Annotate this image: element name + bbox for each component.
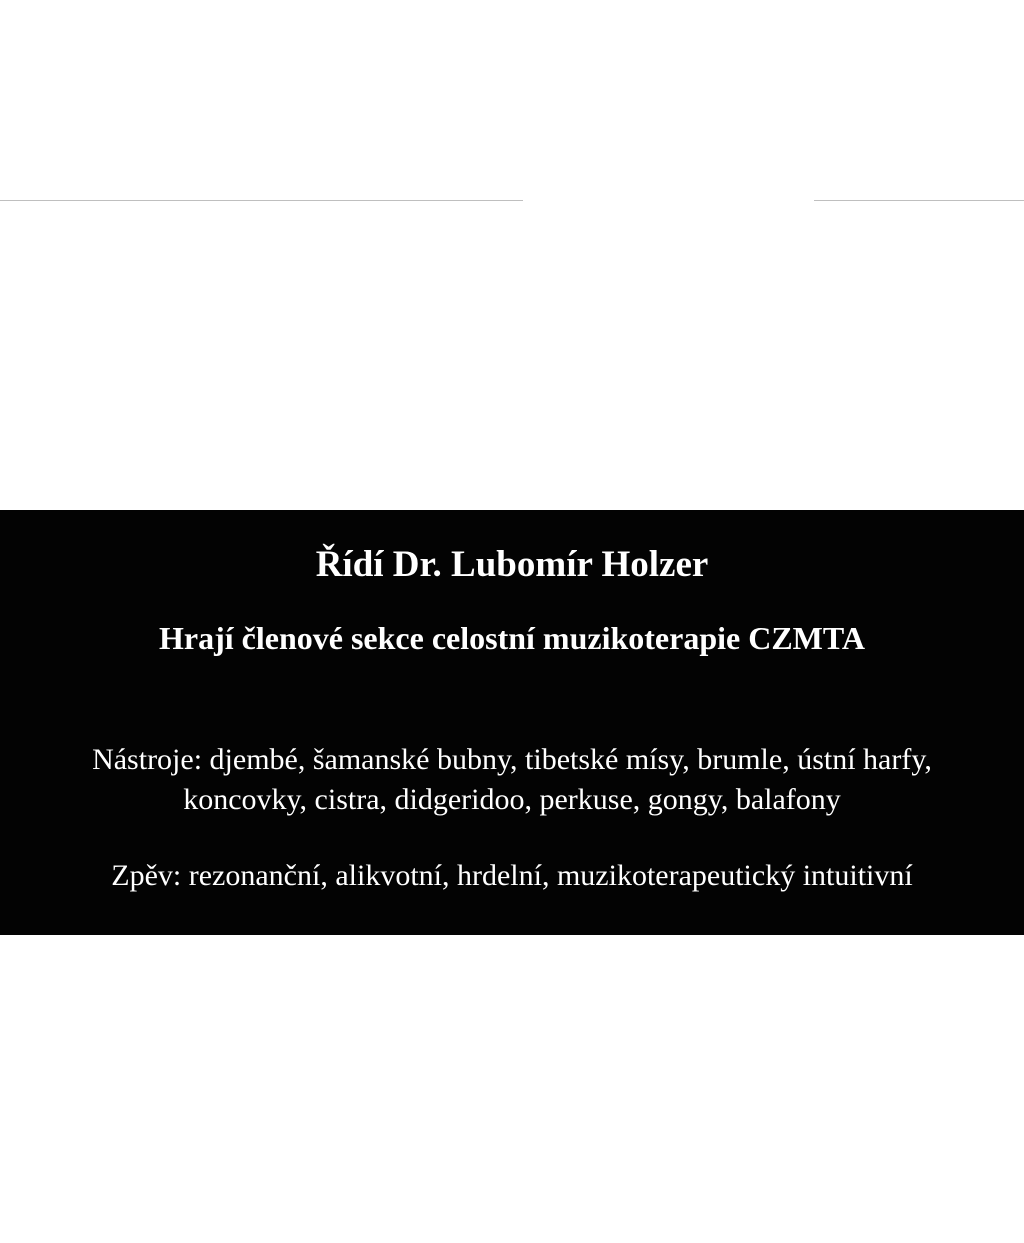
instruments-text xyxy=(0,740,1024,820)
conductor-heading: Řídí Dr. Lubomír Holzer xyxy=(315,544,709,585)
singing-text: Zpěv: rezonanční, alikvotní, hrdelní, muzikoterapeutický intuitivní xyxy=(111,859,913,892)
info-banner xyxy=(0,510,1024,935)
players-subheading: Hrají členové sekce celostní muzikoterapie CZMTA xyxy=(159,620,865,656)
instruments-line-2: koncovky, cistra, didgeridoo, perkuse, gongy, balafony xyxy=(183,783,841,816)
divider-line-left xyxy=(0,200,523,201)
divider-line-right xyxy=(814,200,1024,201)
instruments-line-1: Nástroje: djembé, šamanské bubny, tibetské mísy, brumle, ústní harfy, xyxy=(92,743,932,776)
